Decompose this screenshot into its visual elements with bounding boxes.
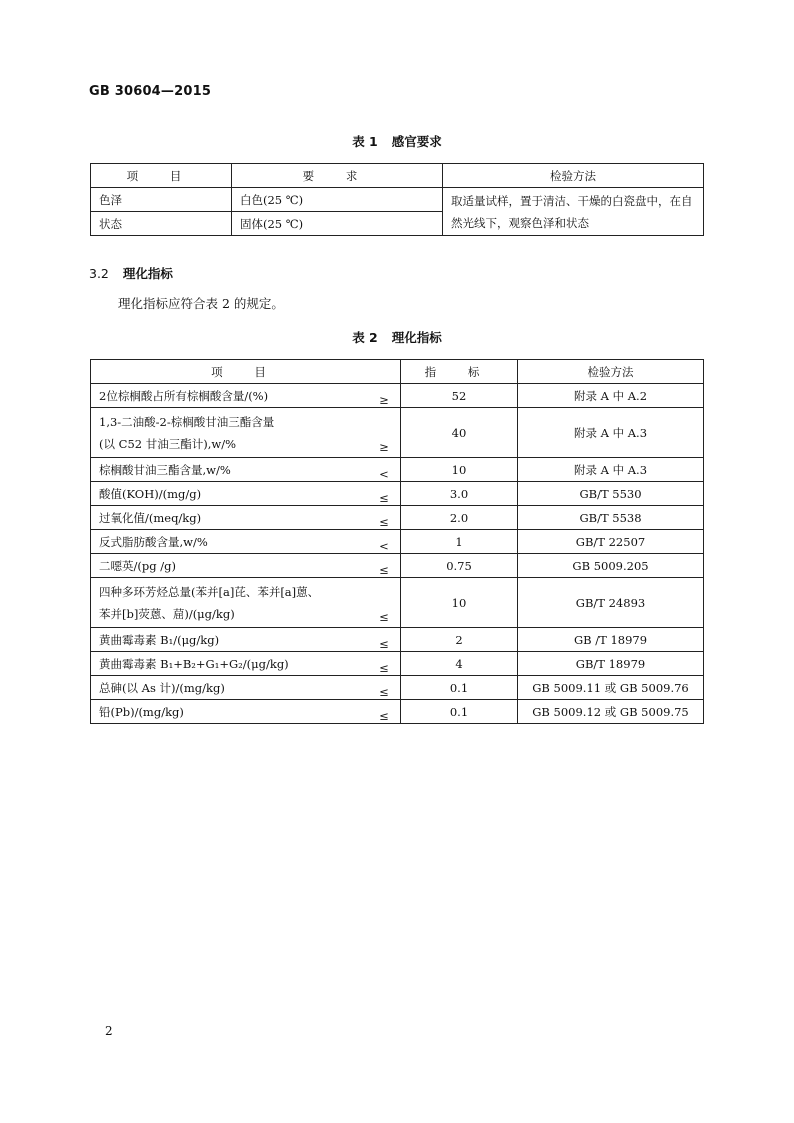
row-item: 铅(Pb)/(mg/kg) bbox=[91, 700, 375, 724]
section-number: 3.2 bbox=[89, 266, 109, 281]
table-row bbox=[91, 482, 704, 506]
row-symbol: ≤ bbox=[374, 482, 401, 506]
table-row bbox=[91, 530, 704, 554]
table1-title: 感官要求 bbox=[391, 134, 442, 149]
row-method: GB/T 18979 bbox=[518, 652, 704, 676]
row-item: 2位棕榈酸占所有棕榈酸含量/(%) bbox=[91, 384, 375, 408]
header-item: 项 目 bbox=[91, 360, 401, 384]
row-method: GB/T 5538 bbox=[518, 506, 704, 530]
row-method: GB 5009.12 或 GB 5009.75 bbox=[518, 700, 704, 724]
row-method: GB 5009.11 或 GB 5009.76 bbox=[518, 676, 704, 700]
row-symbol: < bbox=[374, 458, 401, 482]
table-row bbox=[91, 506, 704, 530]
header-method: 检验方法 bbox=[443, 164, 704, 188]
row-method: 附录 A 中 A.3 bbox=[518, 408, 704, 458]
row-method: GB /T 18979 bbox=[518, 628, 704, 652]
table1-caption bbox=[90, 132, 704, 150]
table-row bbox=[91, 188, 704, 212]
table-row bbox=[91, 408, 704, 458]
row-method: 附录 A 中 A.3 bbox=[518, 458, 704, 482]
row-symbol: ≤ bbox=[374, 700, 401, 724]
row-item-line1: 四种多环芳烃总量(苯并[a]芘、苯并[a]蒽、 bbox=[99, 584, 320, 599]
table-header-row bbox=[91, 360, 704, 384]
row-method: 附录 A 中 A.2 bbox=[518, 384, 704, 408]
row-value: 3.0 bbox=[401, 482, 518, 506]
table-row bbox=[91, 652, 704, 676]
row-item: 反式脂肪酸含量,w/% bbox=[91, 530, 375, 554]
page-number: 2 bbox=[105, 1024, 113, 1038]
row-value: 0.1 bbox=[401, 700, 518, 724]
row-value: 2.0 bbox=[401, 506, 518, 530]
standard-code: GB 30604—2015 bbox=[89, 84, 212, 99]
row-value: 4 bbox=[401, 652, 518, 676]
row-symbol: ≤ bbox=[374, 676, 401, 700]
header-item: 项 目 bbox=[91, 164, 232, 188]
row-method: GB/T 22507 bbox=[518, 530, 704, 554]
table-row bbox=[91, 628, 704, 652]
section-paragraph: 理化指标应符合表 2 的规定。 bbox=[118, 296, 284, 311]
row-symbol: ≤ bbox=[374, 652, 401, 676]
row-symbol: < bbox=[374, 530, 401, 554]
row-requirement: 固体(25 ℃) bbox=[232, 212, 443, 236]
row-value: 10 bbox=[401, 578, 518, 628]
row-value: 40 bbox=[401, 408, 518, 458]
row-symbol: ≤ bbox=[374, 554, 401, 578]
row-value: 1 bbox=[401, 530, 518, 554]
header-index: 指 标 bbox=[401, 360, 518, 384]
row-method: 取适量试样，置于清洁、干燥的白瓷盘中，在自然光线下，观察色泽和状态 bbox=[443, 188, 704, 236]
row-item: 二噁英/(pg /g) bbox=[91, 554, 375, 578]
row-method: GB/T 24893 bbox=[518, 578, 704, 628]
row-item: 黄曲霉毒素 B₁+B₂+G₁+G₂/(μg/kg) bbox=[91, 652, 375, 676]
section-title: 理化指标 bbox=[122, 266, 173, 281]
row-method: GB 5009.205 bbox=[518, 554, 704, 578]
row-item bbox=[91, 578, 375, 628]
physicochemical-index-table bbox=[90, 359, 704, 724]
row-value: 0.75 bbox=[401, 554, 518, 578]
row-value: 52 bbox=[401, 384, 518, 408]
row-item bbox=[91, 408, 375, 458]
row-item: 总砷(以 As 计)/(mg/kg) bbox=[91, 676, 375, 700]
table-row bbox=[91, 458, 704, 482]
row-value: 10 bbox=[401, 458, 518, 482]
row-symbol: ≥ bbox=[374, 408, 401, 458]
row-item: 过氧化值/(meq/kg) bbox=[91, 506, 375, 530]
table-row bbox=[91, 700, 704, 724]
row-symbol: ≥ bbox=[374, 384, 401, 408]
table-header-row bbox=[91, 164, 704, 188]
row-item-line1: 1,3-二油酸-2-棕榈酸甘油三酯含量 bbox=[99, 414, 275, 429]
section-heading bbox=[89, 264, 173, 282]
row-symbol: ≤ bbox=[374, 628, 401, 652]
table-row bbox=[91, 384, 704, 408]
table-row bbox=[91, 676, 704, 700]
header-method: 检验方法 bbox=[518, 360, 704, 384]
row-symbol: ≤ bbox=[374, 578, 401, 628]
row-item-line2: 苯并[b]荧蒽、䓛)/(μg/kg) bbox=[99, 606, 235, 621]
row-item-line2: (以 C52 甘油三酯计),w/% bbox=[99, 436, 237, 451]
row-value: 2 bbox=[401, 628, 518, 652]
row-item: 黄曲霉毒素 B₁/(μg/kg) bbox=[91, 628, 375, 652]
row-item: 色泽 bbox=[91, 188, 232, 212]
header-requirement: 要 求 bbox=[232, 164, 443, 188]
row-requirement: 白色(25 ℃) bbox=[232, 188, 443, 212]
row-item: 状态 bbox=[91, 212, 232, 236]
row-symbol: ≤ bbox=[374, 506, 401, 530]
row-method: GB/T 5530 bbox=[518, 482, 704, 506]
table-row bbox=[91, 554, 704, 578]
sensory-requirements-table bbox=[90, 163, 704, 236]
table2-number: 表 2 bbox=[352, 330, 378, 345]
table2-title: 理化指标 bbox=[391, 330, 442, 345]
row-item: 棕榈酸甘油三酯含量,w/% bbox=[91, 458, 375, 482]
row-value: 0.1 bbox=[401, 676, 518, 700]
table1-number: 表 1 bbox=[352, 134, 378, 149]
table2-caption bbox=[90, 328, 704, 346]
row-item: 酸值(KOH)/(mg/g) bbox=[91, 482, 375, 506]
table-row bbox=[91, 578, 704, 628]
